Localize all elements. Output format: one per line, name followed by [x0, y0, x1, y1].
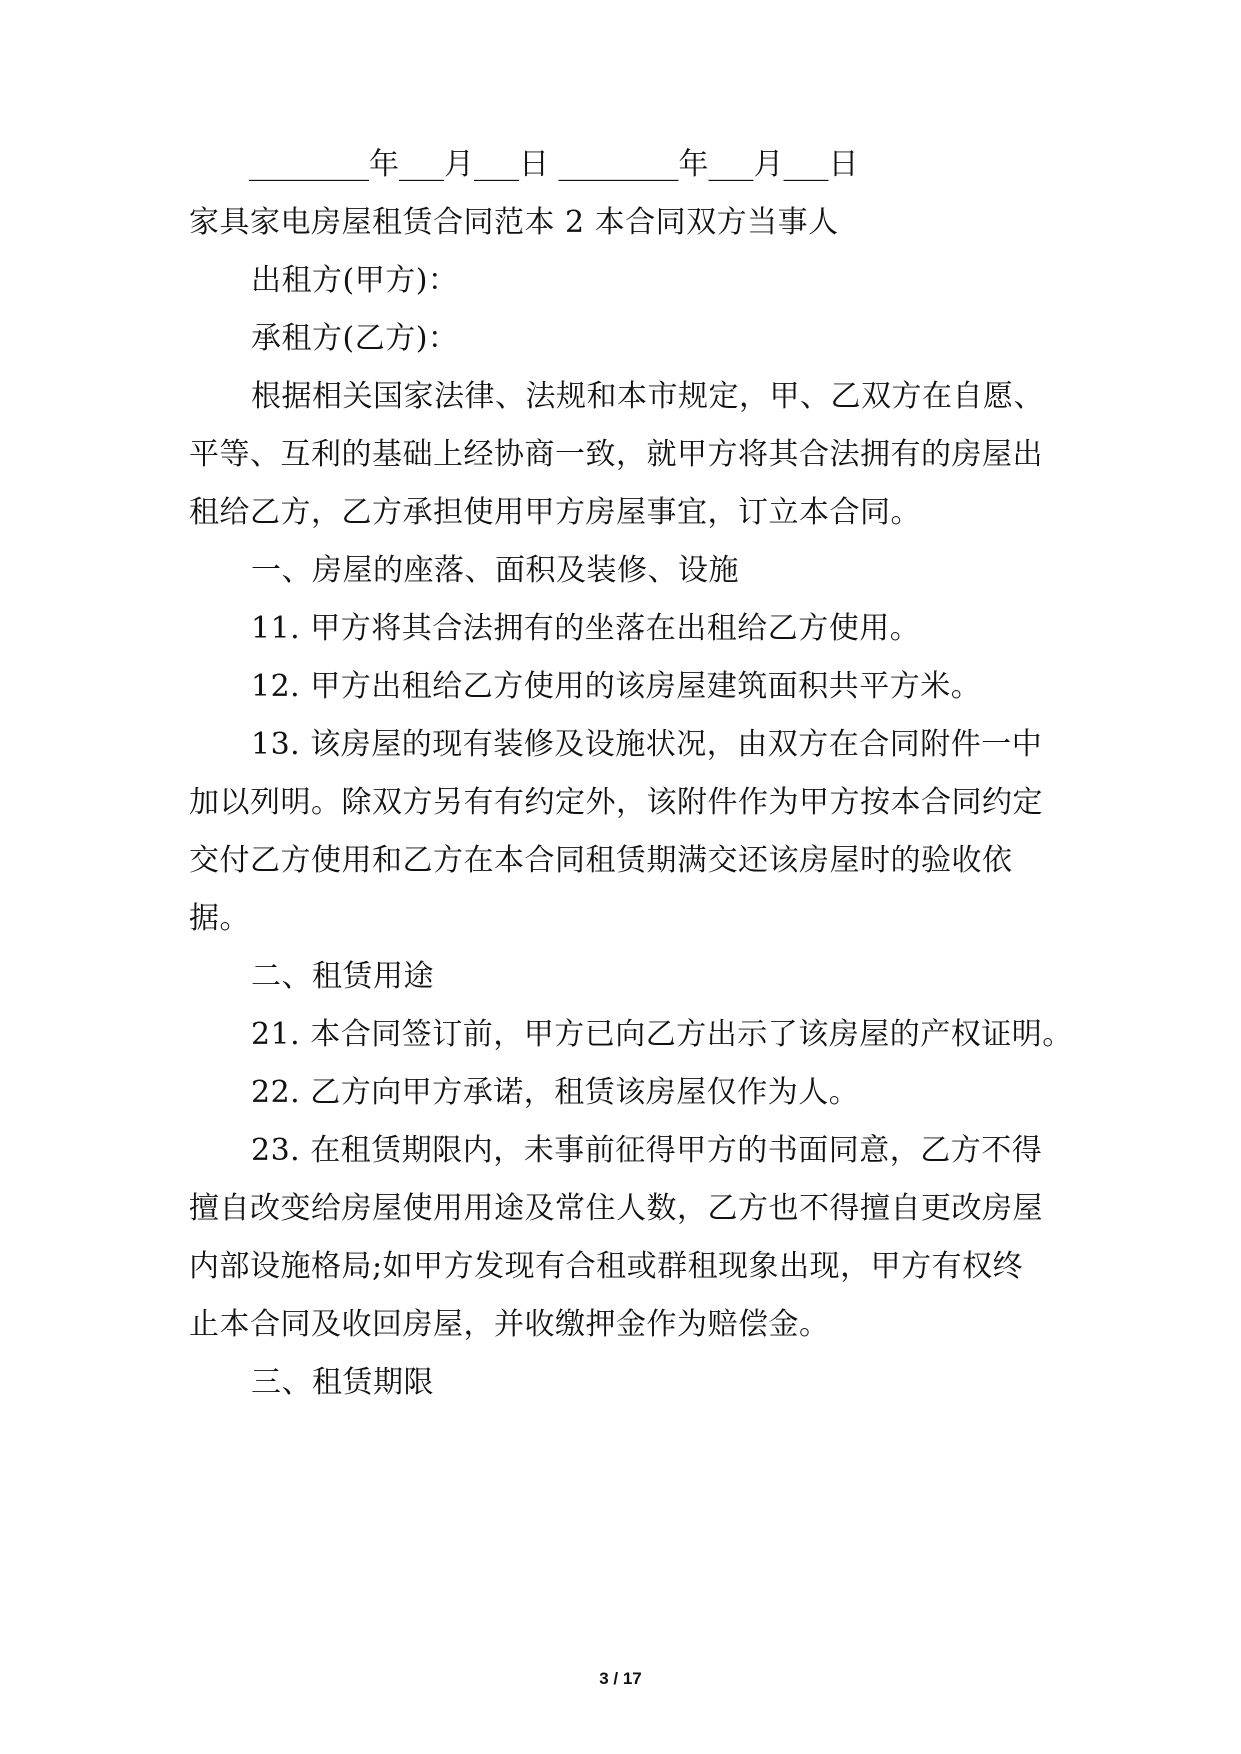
signature-date-line: ________年___月___日 ________年___月___日	[249, 147, 859, 182]
section-heading: 一、房屋的座落、面积及装修、设施	[251, 553, 739, 588]
paragraph-line: 平等、互利的基础上经协商一致，就甲方将其合法拥有的房屋出	[189, 437, 1043, 472]
clause-line: 22. 乙方向甲方承诺，租赁该房屋仅作为人。	[251, 1075, 860, 1110]
page-number: 3 / 17	[599, 1669, 642, 1688]
paragraph-line: 租给乙方，乙方承担使用甲方房屋事宜，订立本合同。	[189, 495, 921, 530]
clause-line: 21. 本合同签订前，甲方已向乙方出示了该房屋的产权证明。	[251, 1017, 1073, 1052]
lessee-label: 承租方(乙方)：	[251, 321, 459, 356]
contract-title-line: 家具家电房屋租赁合同范本 2 本合同双方当事人	[189, 205, 839, 240]
clause-line: 交付乙方使用和乙方在本合同租赁期满交还该房屋时的验收依	[189, 843, 1013, 878]
clause-line: 23. 在租赁期限内，未事前征得甲方的书面同意，乙方不得	[251, 1133, 1043, 1168]
clause-line: 13. 该房屋的现有装修及设施状况，由双方在合同附件一中	[251, 727, 1043, 762]
clause-line: 12. 甲方出租给乙方使用的该房屋建筑面积共平方米。	[251, 669, 982, 704]
section-heading: 二、租赁用途	[251, 959, 434, 994]
clause-line: 止本合同及收回房屋，并收缴押金作为赔偿金。	[189, 1307, 830, 1342]
clause-line: 内部设施格局;如甲方发现有合租或群租现象出现，甲方有权终	[189, 1249, 1024, 1284]
lessor-label: 出租方(甲方)：	[251, 263, 459, 298]
clause-line: 11. 甲方将其合法拥有的坐落在出租给乙方使用。	[251, 611, 921, 646]
clause-line: 据。	[189, 901, 250, 936]
section-heading: 三、租赁期限	[251, 1365, 434, 1400]
clause-line: 加以列明。除双方另有有约定外，该附件作为甲方按本合同约定	[189, 785, 1043, 820]
clause-line: 擅自改变给房屋使用用途及常住人数，乙方也不得擅自更改房屋	[189, 1191, 1043, 1226]
paragraph-line: 根据相关国家法律、法规和本市规定，甲、乙双方在自愿、	[251, 379, 1044, 414]
